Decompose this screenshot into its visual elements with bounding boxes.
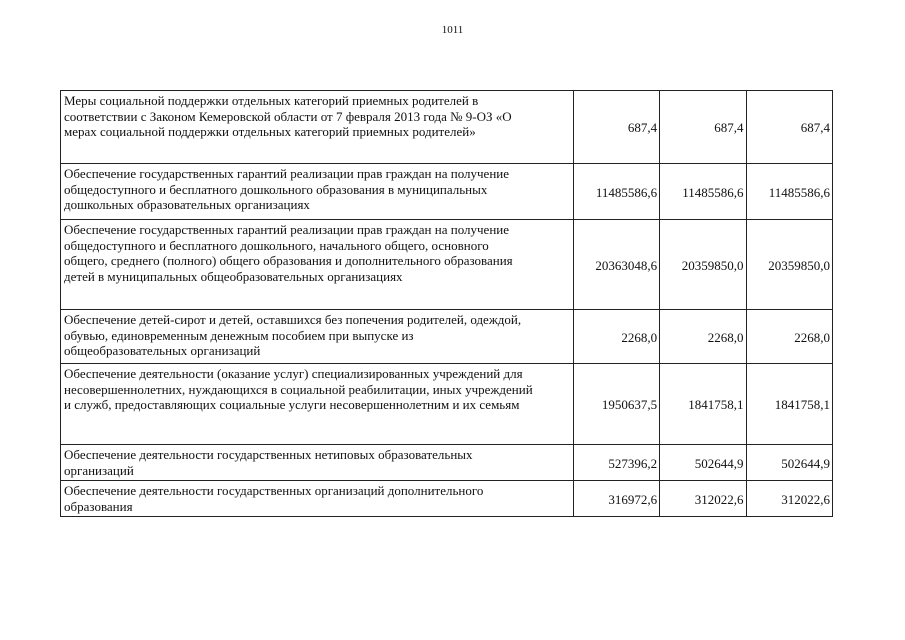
value-cell: 1841758,1 [660, 364, 746, 445]
row-description: Обеспечение деятельности государственных нетиповых образовательных организаций [61, 445, 574, 481]
row-description: Обеспечение деятельности государственных организаций дополнительного образования [61, 481, 574, 517]
value-cell: 502644,9 [746, 445, 832, 481]
value-cell: 316972,6 [573, 481, 659, 517]
row-description: Обеспечение государственных гарантий реализации прав граждан на получение общедоступного и бесплатного дошкольного образования в муниципальных дошкольных образовательных организациях [61, 164, 574, 220]
row-description: Обеспечение государственных гарантий реализации прав граждан на получение общедоступного и бесплатного дошкольного, начального общего, основного общего, среднего (полного) общего образования и дополнительного образования детей в муниципальных общеобразовательных организациях [61, 220, 574, 310]
table-row [61, 364, 833, 445]
value-cell: 20359850,0 [660, 220, 746, 310]
table-row [61, 164, 833, 220]
value-cell: 11485586,6 [746, 164, 832, 220]
row-description: Обеспечение деятельности (оказание услуг) специализированных учреждений для несовершеннолетних, нуждающихся в социальной реабилитации, иных учреждений и служб, предоставляющих социальные услуги несовершеннолетним и их семьям [61, 364, 574, 445]
value-cell: 2268,0 [660, 310, 746, 364]
value-cell: 2268,0 [746, 310, 832, 364]
table-row [61, 310, 833, 364]
value-cell: 687,4 [660, 91, 746, 164]
row-description: Обеспечение детей-сирот и детей, оставшихся без попечения родителей, одеждой, обувью, единовременным денежным пособием при выпуске из общеобразовательных организаций [61, 310, 574, 364]
page-number: 1011 [441, 24, 464, 36]
value-cell: 527396,2 [573, 445, 659, 481]
value-cell: 1841758,1 [746, 364, 832, 445]
value-cell: 20363048,6 [573, 220, 659, 310]
row-description: Меры социальной поддержки отдельных категорий приемных родителей в соответствии с Законом Кемеровской области от 7 февраля 2013 года № 9-ОЗ «О мерах социальной поддержки отдельных категорий приемных родителей» [61, 91, 574, 164]
value-cell: 687,4 [573, 91, 659, 164]
table-row [61, 91, 833, 164]
budget-table [60, 90, 833, 517]
value-cell: 312022,6 [660, 481, 746, 517]
table-row [61, 445, 833, 481]
value-cell: 2268,0 [573, 310, 659, 364]
table-row [61, 481, 833, 517]
value-cell: 11485586,6 [573, 164, 659, 220]
value-cell: 1950637,5 [573, 364, 659, 445]
value-cell: 20359850,0 [746, 220, 832, 310]
table-row [61, 220, 833, 310]
value-cell: 312022,6 [746, 481, 832, 517]
value-cell: 11485586,6 [660, 164, 746, 220]
value-cell: 502644,9 [660, 445, 746, 481]
value-cell: 687,4 [746, 91, 832, 164]
